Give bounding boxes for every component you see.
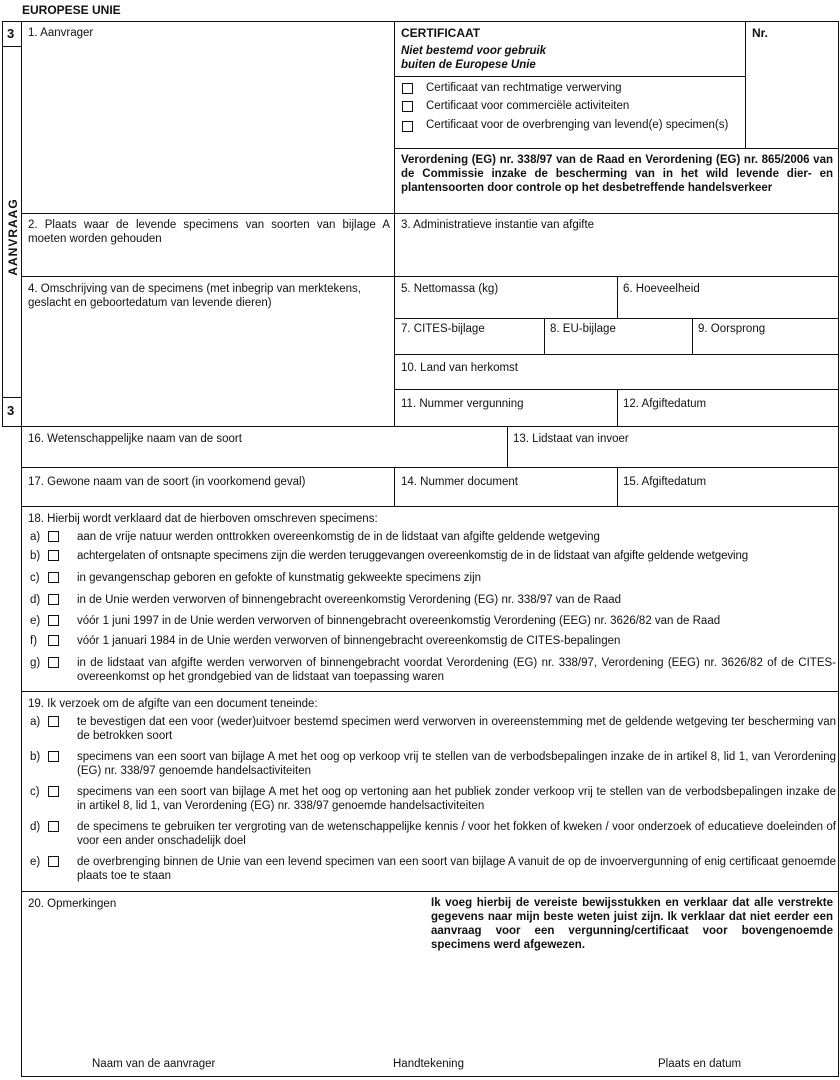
checkbox-18d[interactable] bbox=[48, 594, 59, 605]
option-text: specimens van een soort van bijlage A met het oog op vertoning aan het publiek zonder verkoop vrij te stellen van de verbodsbepalingen inzake de in artikel 8, lid 1, van Verordening (EG) nr. 338/97 genoemde handelsactiviteiten bbox=[77, 786, 836, 812]
checkbox-18c[interactable] bbox=[48, 572, 59, 583]
divider-row-10 bbox=[394, 354, 838, 355]
divider-7-8 bbox=[544, 318, 545, 354]
regulation-text: Verordening (EG) nr. 338/97 van de Raad en Verordening (EG) nr. 865/2006 van de Commissie inzake de bescherming van in het wild levende dier- en plantensoorten door controle op het desbetreffende handelsverkeer bbox=[401, 154, 833, 194]
checkbox-18f[interactable] bbox=[48, 635, 59, 646]
option-text: de overbrenging binnen de Unie van een levend specimen van een soort van bijlage A vanuit de op de invoervergunning of enig certificaat genoemde plaats toe te staan bbox=[77, 856, 836, 882]
box8-label: 8. EU-bijlage bbox=[550, 323, 616, 335]
checkbox-18e[interactable] bbox=[48, 615, 59, 626]
divider-row-7 bbox=[394, 318, 838, 319]
checkbox-19a[interactable] bbox=[48, 716, 59, 727]
option-text: achtergelaten of ontsnapte specimens zijn die werden teruggevangen overeenkomstig de in de lidstaat van afgifte geldende wetgeving bbox=[77, 550, 749, 562]
checkbox-18g[interactable] bbox=[48, 657, 59, 668]
divider-row-11 bbox=[394, 389, 838, 390]
option-letter: e) bbox=[30, 856, 41, 868]
frame-top bbox=[2, 21, 838, 22]
box4-label: 4. Omschrijving van de specimens (met inbegrip van merktekens, geslacht en geboortedatum van levende dieren) bbox=[28, 283, 362, 309]
frame-left-strip bbox=[2, 21, 3, 426]
checkbox-18a[interactable] bbox=[48, 531, 59, 542]
box1-label: 1. Aanvrager bbox=[28, 27, 94, 39]
cert-option-1: Certificaat van rechtmatige verwerving bbox=[426, 82, 622, 94]
option-letter: c) bbox=[30, 786, 40, 798]
divider-section-bottom bbox=[2, 426, 838, 427]
divider-box20 bbox=[21, 891, 838, 892]
checkbox-18b[interactable] bbox=[48, 550, 59, 561]
option-text: te bevestigen dat een voor (weder)uitvoer bestemd specimen werd verworven in overeenstemming met de geldende wetgeving ter bescherming van de betrokken soort bbox=[77, 716, 836, 742]
signature-place-date-label: Plaats en datum bbox=[658, 1058, 742, 1070]
checkbox-cert-overbrenging[interactable] bbox=[402, 121, 413, 132]
option-letter: a) bbox=[30, 716, 41, 728]
option-letter: g) bbox=[30, 657, 41, 669]
box2-label: 2. Plaats waar de levende specimens van soorten van bijlage A moeten worden gehouden bbox=[28, 219, 390, 245]
option-text: in de lidstaat van afgifte werden verworven of binnengebracht voordat Verordening (EG) nr. 338/97, Verordening (EEG) nr. 3626/82 of de CITES- overeenkomst op het grondgebied van de lidstaat van toepassing waren bbox=[77, 657, 836, 683]
checkbox-cert-commerciele-activiteiten[interactable] bbox=[402, 101, 413, 112]
box9-label: 9. Oorsprong bbox=[698, 323, 766, 335]
box13-label: 13. Lidstaat van invoer bbox=[513, 433, 629, 445]
option-text: vóór 1 januari 1984 in de Unie werden verworven of binnengebracht overeenkomstig de CITES-bepalingen bbox=[77, 635, 621, 647]
option-letter: d) bbox=[30, 594, 41, 606]
option-letter: f) bbox=[30, 635, 38, 647]
checkbox-cert-rechtmatige-verwerving[interactable] bbox=[402, 83, 413, 94]
checkbox-19d[interactable] bbox=[48, 821, 59, 832]
box14-label: 14. Nummer document bbox=[401, 476, 518, 488]
box5-label: 5. Nettomassa (kg) bbox=[401, 283, 499, 295]
box19-intro: 19. Ik verzoek om de afgifte van een document teneinde: bbox=[28, 698, 318, 710]
option-letter: e) bbox=[30, 615, 41, 627]
option-letter: b) bbox=[30, 751, 41, 763]
divider-14-15 bbox=[617, 467, 618, 506]
box6-label: 6. Hoeveelheid bbox=[623, 283, 700, 295]
box18-intro: 18. Hierbij wordt verklaard dat de hierboven omschreven specimens: bbox=[28, 513, 378, 525]
box12-label: 12. Afgiftedatum bbox=[623, 398, 707, 410]
box7-label: 7. CITES-bijlage bbox=[401, 323, 485, 335]
checkbox-19e[interactable] bbox=[48, 856, 59, 867]
copy-number-bottom: 3 bbox=[7, 403, 15, 418]
divider-cert-subtitle bbox=[394, 76, 745, 77]
checkbox-19c[interactable] bbox=[48, 786, 59, 797]
box20-label: 20. Opmerkingen bbox=[28, 898, 117, 910]
box20-declaration: Ik voeg hierbij de vereiste bewijsstukken en verklaar dat alle verstrekte gegevens naar mijn beste weten juist zijn. Ik verklaar dat niet eerder een aanvraag voor een vergunning/certificaat voor bovengenoemde specimens werd afgewezen. bbox=[431, 897, 833, 951]
divider-row-2-3 bbox=[21, 213, 838, 214]
box15-label: 15. Afgiftedatum bbox=[623, 476, 707, 488]
signature-name-label: Naam van de aanvrager bbox=[92, 1058, 216, 1070]
option-letter: a) bbox=[30, 531, 41, 543]
option-letter: c) bbox=[30, 572, 40, 584]
union-heading: EUROPESE UNIE bbox=[22, 3, 121, 17]
option-text: vóór 1 juni 1997 in de Unie werden verworven of binnengebracht overeenkomstig Verordening (EEG) nr. 3626/82 van de Raad bbox=[77, 615, 721, 627]
certificate-subtitle-1: Niet bestemd voor gebruik bbox=[401, 45, 547, 57]
option-text: in de Unie werden verworven of binnengebracht overeenkomstig Verordening (EG) nr. 338/97 van de Raad bbox=[77, 594, 622, 606]
section-label-aanvraag: AANVRAAG bbox=[6, 198, 20, 276]
divider-box19 bbox=[21, 691, 838, 692]
divider-row-4 bbox=[21, 276, 838, 277]
divider-17-14 bbox=[394, 467, 395, 506]
box10-label: 10. Land van herkomst bbox=[401, 362, 518, 374]
cert-option-2: Certificaat voor commerciële activiteiten bbox=[426, 100, 630, 112]
box17-label: 17. Gewone naam van de soort (in voorkomend geval) bbox=[28, 476, 306, 488]
option-text: in gevangenschap geboren en gefokte of kunstmatig gekweekte specimens zijn bbox=[77, 572, 482, 584]
box11-label: 11. Nummer vergunning bbox=[401, 398, 524, 410]
side-divider-bottom bbox=[2, 397, 21, 398]
side-divider-top bbox=[2, 46, 21, 47]
divider-11-12 bbox=[617, 389, 618, 426]
divider-16-13 bbox=[507, 426, 508, 467]
certificate-nr-label: Nr. bbox=[752, 26, 769, 40]
frame-right bbox=[838, 21, 839, 1077]
checkbox-19b[interactable] bbox=[48, 751, 59, 762]
copy-number-top: 3 bbox=[7, 26, 15, 41]
divider-row-17 bbox=[21, 467, 838, 468]
option-text: aan de vrije natuur werden onttrokken overeenkomstig de in de lidstaat van afgifte geldende wetgeving bbox=[77, 531, 600, 543]
signature-label: Handtekening bbox=[393, 1058, 464, 1070]
divider-box18 bbox=[21, 506, 838, 507]
option-letter: d) bbox=[30, 821, 41, 833]
box16-label: 16. Wetenschappelijke naam van de soort bbox=[28, 433, 242, 445]
divider-5-6 bbox=[617, 276, 618, 318]
box3-label: 3. Administratieve instantie van afgifte bbox=[401, 219, 595, 231]
divider-regulation bbox=[394, 148, 838, 149]
divider-col-mid bbox=[394, 21, 395, 426]
option-letter: b) bbox=[30, 550, 41, 562]
option-text: specimens van een soort van bijlage A met het oog op verkoop vrij te stellen van de verbodsbepalingen inzake de in artikel 8, lid 1, van Verordening (EG) nr. 338/97 genoemde handelsactiviteiten bbox=[77, 751, 836, 777]
divider-nr bbox=[745, 21, 746, 148]
divider-8-9 bbox=[692, 318, 693, 354]
certificate-subtitle-2: buiten de Europese Unie bbox=[401, 59, 536, 71]
frame-bottom bbox=[21, 1076, 838, 1077]
cert-option-3: Certificaat voor de overbrenging van levend(e) specimen(s) bbox=[426, 119, 729, 131]
frame-left bbox=[21, 21, 22, 1077]
option-text: de specimens te gebruiken ter vergroting van de wetenschappelijke kennis / voor het fokken of kweken / voor onderzoek of educatieve doeleinden of voor een ander onschadelijk doel bbox=[77, 821, 836, 847]
certificate-title: CERTIFICAAT bbox=[401, 26, 481, 40]
